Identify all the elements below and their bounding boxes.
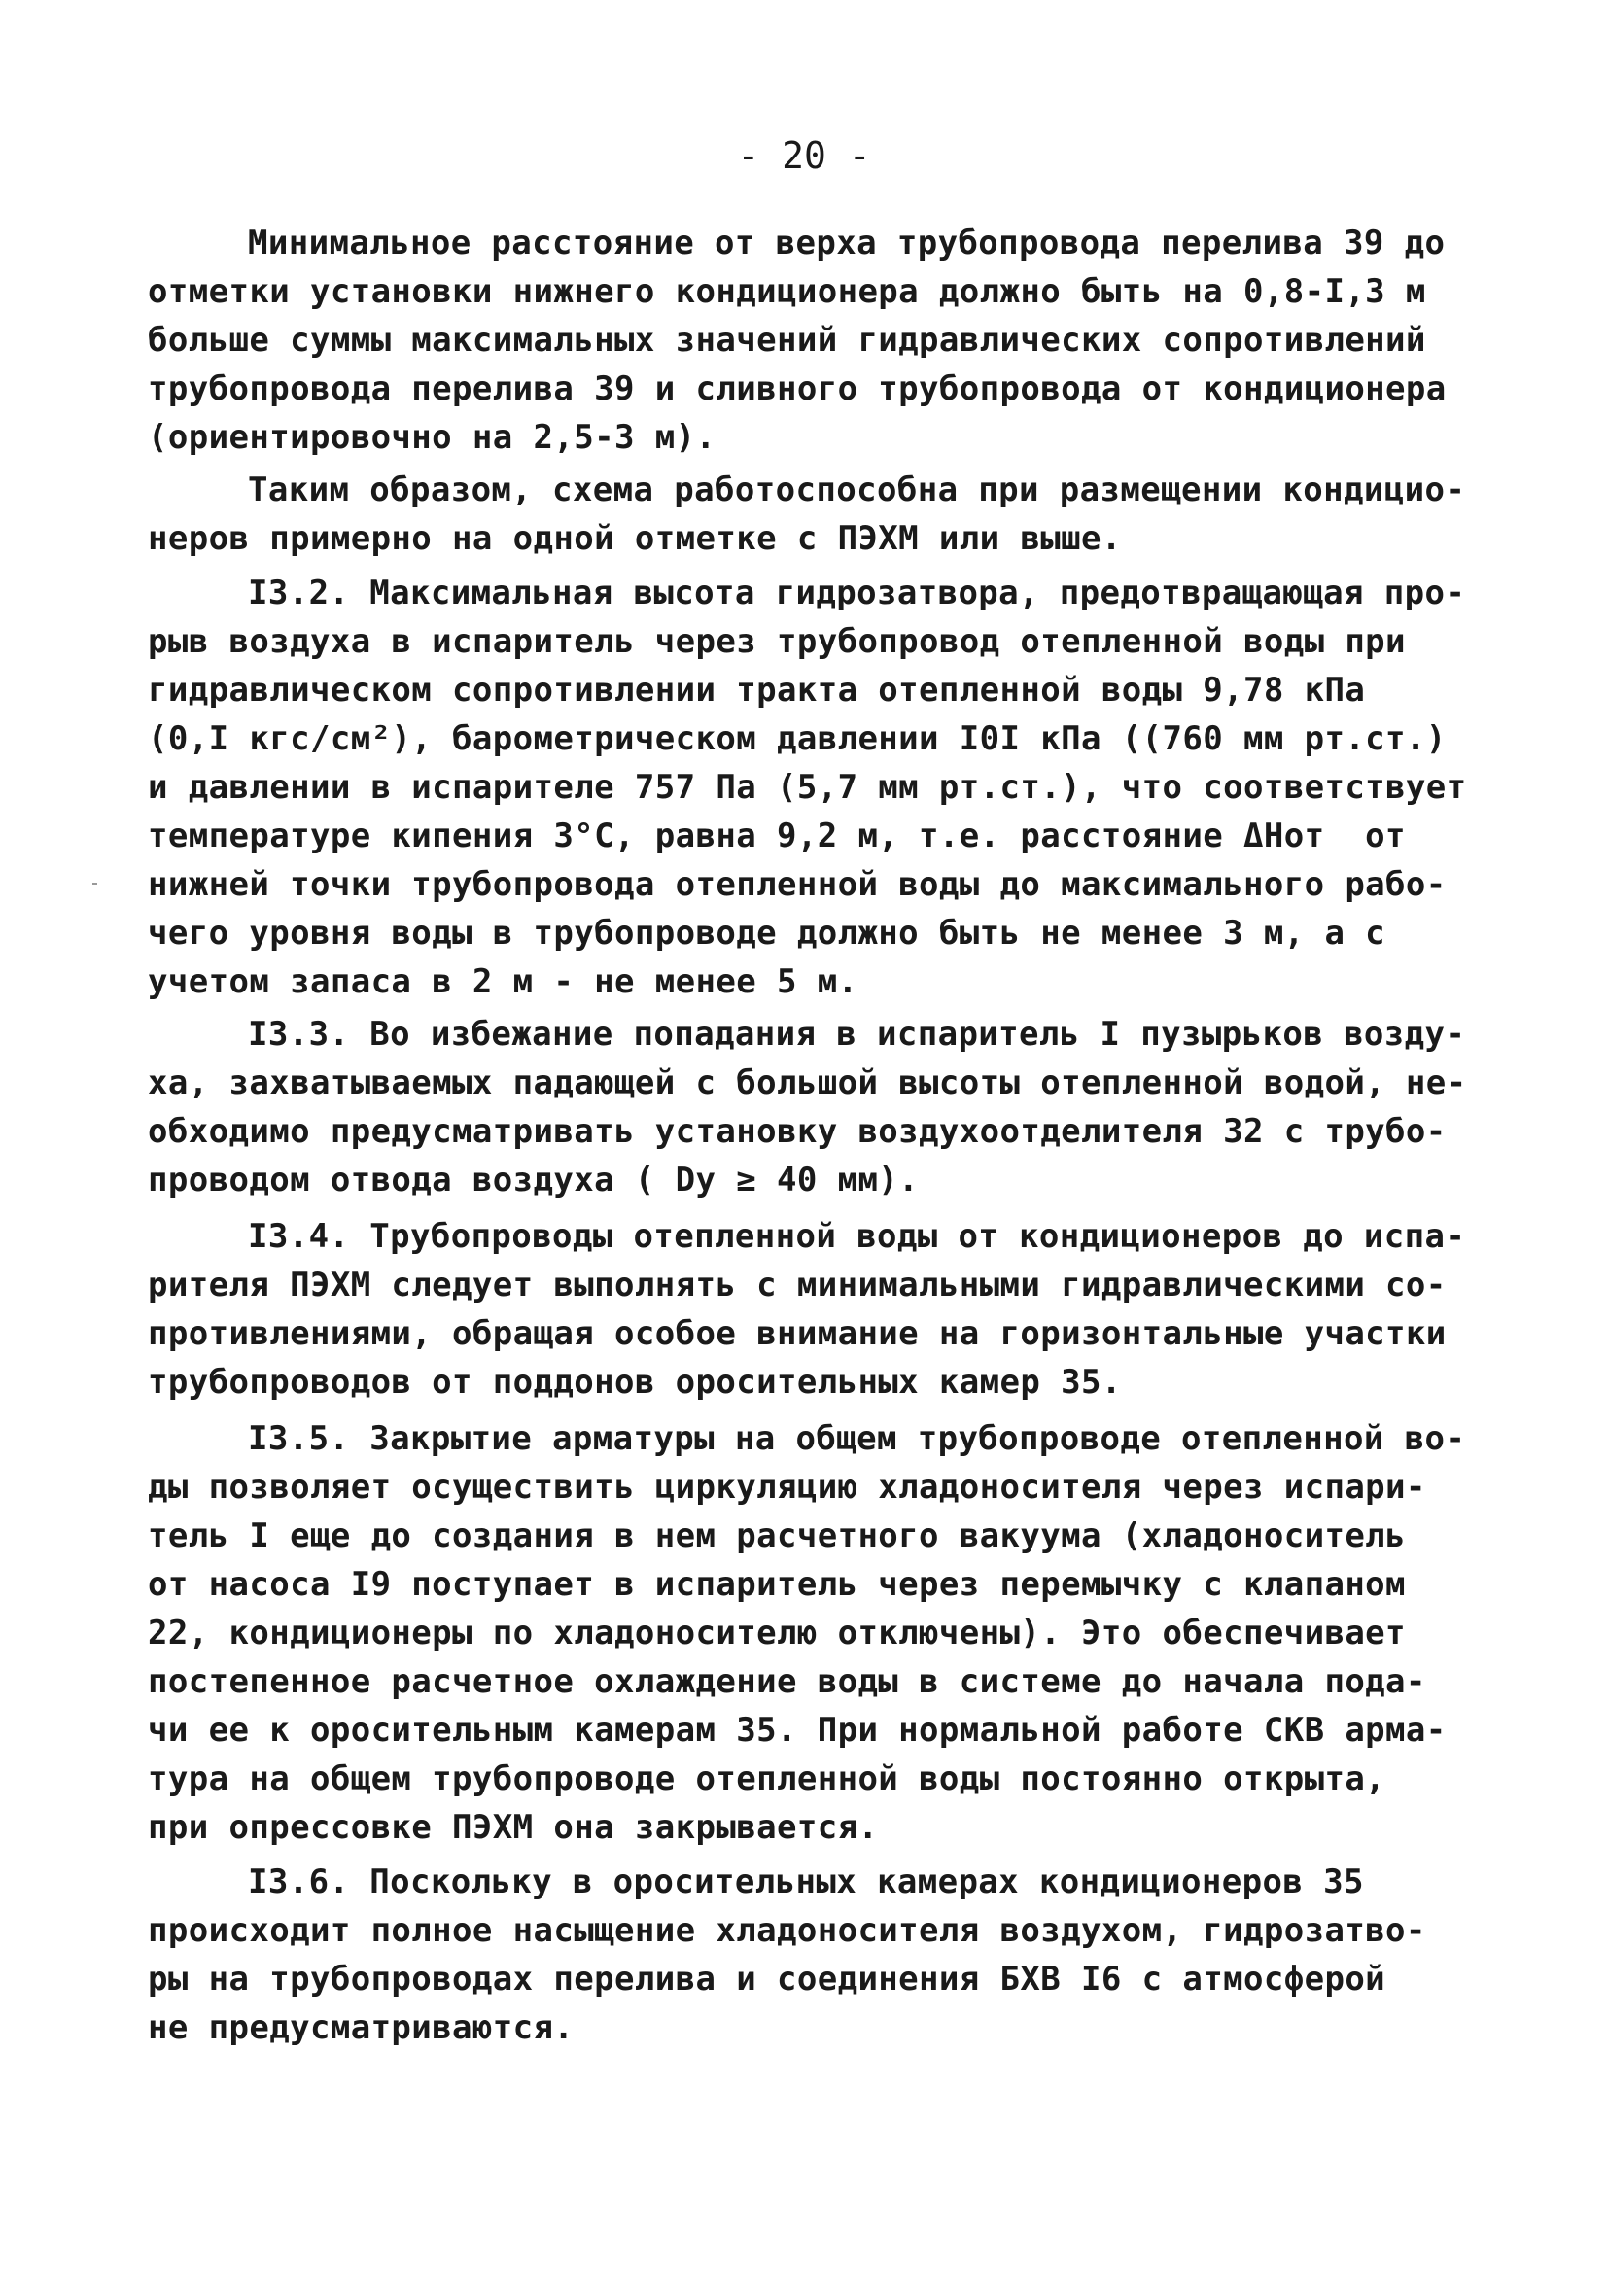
text-line: трубопровода перелива 39 и сливного трубопровода от кондиционера	[148, 369, 1447, 408]
page-number: - 20 -	[737, 134, 871, 177]
text-line: не предусматриваются.	[148, 2008, 575, 2047]
section-13-2-start: I3.2. Максимальная высота гидрозатвора, предотвращающая про-	[248, 574, 1466, 612]
margin-mark	[92, 883, 97, 885]
text-line: гидравлическом сопротивлении тракта отепленной воды 9,78 кПа	[148, 671, 1366, 710]
section-13-5-start: I3.5. Закрытие арматуры на общем трубопроводе отепленной во-	[248, 1419, 1466, 1458]
text-line: происходит полное насыщение хладоносителя воздухом, гидрозатво-	[148, 1911, 1426, 1950]
text-line: от насоса I9 поступает в испаритель через перемычку с клапаном	[148, 1565, 1406, 1604]
text-line: при опрессовке ПЭХМ она закрывается.	[148, 1808, 879, 1847]
text-line: учетом запаса в 2 м - не менее 5 м.	[148, 962, 858, 1001]
section-13-6-start: I3.6. Поскольку в оросительных камерах кондиционеров 35	[248, 1862, 1364, 1901]
text-line: постепенное расчетное охлаждение воды в системе до начала пода-	[148, 1662, 1426, 1701]
text-line: рителя ПЭХМ следует выполнять с минимальными гидравлическими со-	[148, 1266, 1447, 1305]
text-line: чи ее к оросительным камерам 35. При нормальной работе СКВ арма-	[148, 1711, 1447, 1750]
text-line: ха, захватываемых падающей с большой высоты отепленной водой, не-	[148, 1063, 1467, 1102]
text-line: неров примерно на одной отметке с ПЭХМ или выше.	[148, 519, 1122, 558]
text-line: трубопроводов от поддонов оросительных камер 35.	[148, 1363, 1122, 1402]
text-line: тель I еще до создания в нем расчетного вакуума (хладоноситель	[148, 1516, 1406, 1555]
text-line: обходимо предусматривать установку воздухоотделителя 32 с трубо-	[148, 1112, 1447, 1151]
text-line: тура на общем трубопроводе отепленной воды постоянно открыта,	[148, 1759, 1386, 1798]
text-line: противлениями, обращая особое внимание на горизонтальные участки	[148, 1314, 1447, 1353]
text-line: больше суммы максимальных значений гидравлических сопротивлений	[148, 321, 1426, 360]
text-line: ды позволяет осуществить циркуляцию хладоносителя через испари-	[148, 1468, 1426, 1507]
text-line: температуре кипения 3°С, равна 9,2 м, т.е. расстояние ΔHот от	[148, 817, 1406, 855]
text-line: 22, кондиционеры по хладоносителю отключены). Это обеспечивает	[148, 1614, 1406, 1652]
text-line: (ориентировочно на 2,5-3 м).	[148, 418, 717, 457]
section-13-3-start: I3.3. Во избежание попадания в испаритель I пузырьков возду-	[248, 1015, 1466, 1054]
text-line: нижней точки трубопровода отепленной воды до максимального рабо-	[148, 865, 1447, 904]
text-line: (0,I кгс/см²), барометрическом давлении I0I кПа ((760 мм рт.ст.)	[148, 719, 1447, 758]
text-line: Таким образом, схема работоспособна при размещении кондицио-	[248, 470, 1466, 509]
text-line: проводом отвода воздуха ( Dу ≥ 40 мм).	[148, 1161, 920, 1200]
section-13-4-start: I3.4. Трубопроводы отепленной воды от кондиционеров до испа-	[248, 1217, 1466, 1256]
text-line: Минимальное расстояние от верха трубопровода перелива 39 до	[248, 224, 1446, 262]
text-line: рыв воздуха в испаритель через трубопровод отепленной воды при	[148, 622, 1406, 661]
text-line: чего уровня воды в трубопроводе должно быть не менее 3 м, а с	[148, 914, 1386, 953]
text-line: и давлении в испарителе 757 Па (5,7 мм рт.ст.), что соответствует	[148, 768, 1467, 807]
text-line: отметки установки нижнего кондиционера должно быть на 0,8-I,3 м	[148, 272, 1426, 311]
text-line: ры на трубопроводах перелива и соединения БХВ I6 с атмосферой	[148, 1960, 1386, 1999]
